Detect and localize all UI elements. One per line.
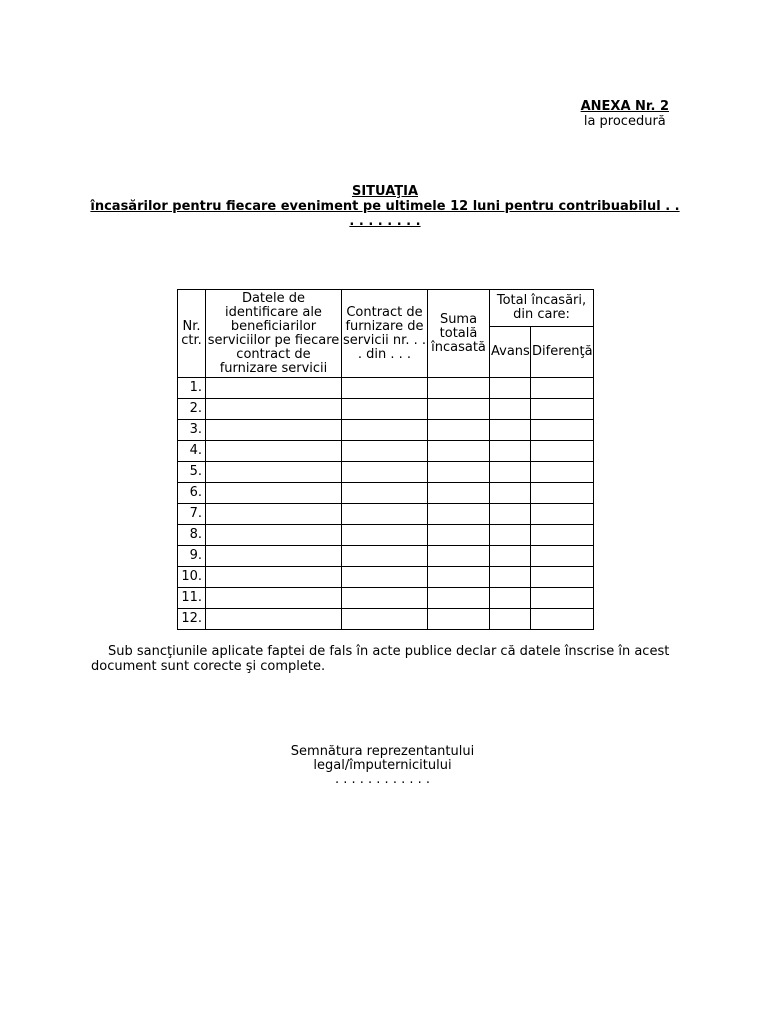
- empty-cell: [490, 525, 531, 546]
- table-row: [178, 441, 594, 462]
- empty-cell: [531, 546, 594, 567]
- empty-cell: [206, 504, 342, 525]
- receipts-table: [177, 289, 594, 630]
- empty-cell: [342, 462, 428, 483]
- empty-cell: [531, 567, 594, 588]
- empty-cell: [342, 441, 428, 462]
- annex-number: ANEXA Nr. 2: [580, 99, 669, 114]
- empty-cell: [428, 588, 490, 609]
- empty-cell: [206, 609, 342, 630]
- empty-cell: [206, 546, 342, 567]
- empty-cell: [206, 588, 342, 609]
- empty-cell: [531, 378, 594, 399]
- empty-cell: [490, 378, 531, 399]
- row-number: 5.: [178, 462, 206, 483]
- empty-cell: [342, 546, 428, 567]
- empty-cell: [428, 378, 490, 399]
- empty-cell: [428, 609, 490, 630]
- empty-cell: [428, 504, 490, 525]
- empty-cell: [490, 483, 531, 504]
- row-number: 3.: [178, 420, 206, 441]
- annex-reference: [581, 99, 669, 129]
- row-number: 9.: [178, 546, 206, 567]
- document-title: [90, 184, 680, 229]
- empty-cell: [490, 399, 531, 420]
- table-row: [178, 609, 594, 630]
- empty-cell: [531, 399, 594, 420]
- empty-cell: [342, 567, 428, 588]
- empty-cell: [206, 525, 342, 546]
- empty-cell: [206, 567, 342, 588]
- row-number: 6.: [178, 483, 206, 504]
- header-advance: Avans: [490, 327, 531, 378]
- empty-cell: [428, 399, 490, 420]
- annex-procedure-ref: la procedură: [583, 114, 666, 129]
- row-number: 12.: [178, 609, 206, 630]
- empty-cell: [490, 567, 531, 588]
- empty-cell: [490, 546, 531, 567]
- table-row: [178, 483, 594, 504]
- empty-cell: [531, 504, 594, 525]
- empty-cell: [428, 546, 490, 567]
- empty-cell: [428, 525, 490, 546]
- title-subheading: încasărilor pentru fiecare eveniment pe ultimele 12 luni pentru contribuabilul . . . . . . . . . .: [90, 199, 680, 229]
- empty-cell: [531, 483, 594, 504]
- signature-label-line1: Semnătura reprezentantului: [290, 744, 475, 759]
- signature-block: [230, 745, 535, 787]
- table-row: [178, 504, 594, 525]
- empty-cell: [428, 462, 490, 483]
- header-difference: Diferenţă: [531, 327, 594, 378]
- empty-cell: [428, 567, 490, 588]
- empty-cell: [531, 462, 594, 483]
- table-row: [178, 588, 594, 609]
- row-number: 8.: [178, 525, 206, 546]
- empty-cell: [531, 420, 594, 441]
- empty-cell: [531, 525, 594, 546]
- empty-cell: [428, 483, 490, 504]
- declaration-statement: Sub sancţiunile aplicate faptei de fals în acte publice declar că datele înscrise în acest document sunt corecte şi complete.: [91, 644, 670, 674]
- empty-cell: [490, 504, 531, 525]
- table-row: [178, 462, 594, 483]
- empty-cell: [206, 399, 342, 420]
- header-nr: Nr. ctr.: [178, 290, 206, 378]
- table-row: [178, 378, 594, 399]
- empty-cell: [206, 441, 342, 462]
- empty-cell: [342, 378, 428, 399]
- empty-cell: [342, 504, 428, 525]
- empty-cell: [206, 420, 342, 441]
- header-beneficiary-data: Datele de identificare ale beneficiarilor serviciilor pe fiecare contract de furnizare servicii: [206, 290, 342, 378]
- header-total-receipts: Total încasări, din care:: [490, 290, 594, 327]
- empty-cell: [490, 588, 531, 609]
- empty-cell: [342, 399, 428, 420]
- empty-cell: [490, 462, 531, 483]
- table-row: [178, 546, 594, 567]
- table-row: [178, 420, 594, 441]
- empty-cell: [206, 378, 342, 399]
- signature-label-line2: legal/împuternicitului: [313, 758, 452, 773]
- header-contract: Contract de furnizare de servicii nr. . . . din . . .: [342, 290, 428, 378]
- table-row: [178, 567, 594, 588]
- row-number: 2.: [178, 399, 206, 420]
- row-number: 7.: [178, 504, 206, 525]
- title-heading: SITUAŢIA: [351, 184, 419, 199]
- empty-cell: [531, 588, 594, 609]
- signature-dots: . . . . . . . . . . . .: [334, 772, 431, 787]
- table-row: [178, 399, 594, 420]
- empty-cell: [490, 609, 531, 630]
- empty-cell: [490, 420, 531, 441]
- empty-cell: [531, 609, 594, 630]
- empty-cell: [342, 420, 428, 441]
- header-total-sum: Suma totală încasată: [428, 290, 490, 378]
- empty-cell: [206, 462, 342, 483]
- empty-cell: [490, 441, 531, 462]
- row-number: 1.: [178, 378, 206, 399]
- empty-cell: [342, 483, 428, 504]
- empty-cell: [342, 609, 428, 630]
- empty-cell: [342, 588, 428, 609]
- empty-cell: [531, 441, 594, 462]
- table-row: [178, 525, 594, 546]
- row-number: 4.: [178, 441, 206, 462]
- row-number: 11.: [178, 588, 206, 609]
- empty-cell: [428, 420, 490, 441]
- row-number: 10.: [178, 567, 206, 588]
- empty-cell: [206, 483, 342, 504]
- empty-cell: [428, 441, 490, 462]
- empty-cell: [342, 525, 428, 546]
